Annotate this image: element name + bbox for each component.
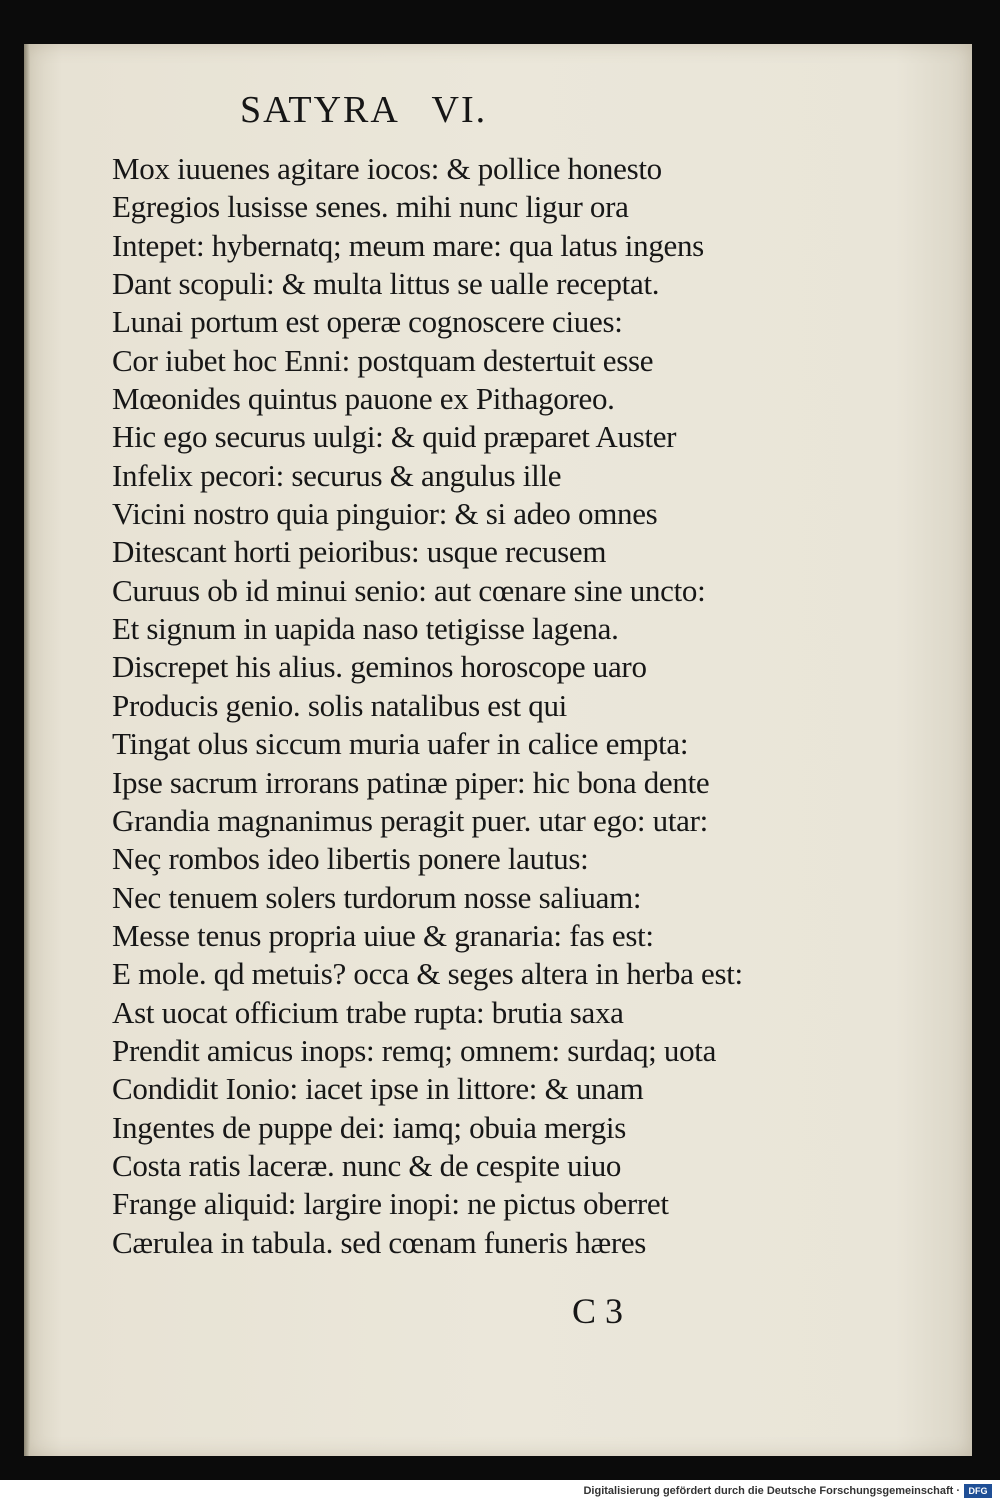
verse-line: Neç rombos ideo libertis ponere lautus: bbox=[112, 841, 589, 877]
verse-line: Ast uocat officium trabe rupta: brutia saxa bbox=[112, 994, 624, 1030]
verse-line: Prendit amicus inops: remq; omnem: surdaq; uota bbox=[112, 1032, 717, 1068]
running-head: SATYRA VI. bbox=[240, 89, 488, 131]
verse-line: Nec tenuem solers turdorum nosse saliuam: bbox=[112, 879, 642, 915]
verse-line: Cærulea in tabula. sed cœnam funeris hæres bbox=[112, 1224, 647, 1260]
verse-line: Dant scopuli: & multa littus se ualle receptat. bbox=[112, 266, 660, 302]
verse-line: Curuus ob id minui senio: aut cœnare sine uncto: bbox=[112, 572, 706, 608]
verse-line: Condidit Ionio: iacet ipse in littore: & unam bbox=[112, 1071, 644, 1107]
verse-line: Discrepet his alius. geminos horoscope uaro bbox=[112, 649, 647, 685]
verse-line: Egregios lusisse senes. mihi nunc ligur ora bbox=[112, 189, 629, 225]
verse-line: Grandia magnanimus peragit puer. utar ego: utar: bbox=[112, 802, 708, 838]
verse-line: Cor iubet hoc Enni: postquam destertuit esse bbox=[112, 342, 654, 378]
verse-line: Producis genio. solis natalibus est qui bbox=[112, 687, 567, 723]
verse-line: Messe tenus propria uiue & granaria: fas est: bbox=[112, 917, 654, 953]
verse-line: Mœonides quintus pauone ex Pithagoreo. bbox=[112, 381, 615, 417]
verse-line: Frange aliquid: largire inopi: ne pictus oberret bbox=[112, 1186, 669, 1222]
verse-line: Ingentes de puppe dei: iamq; obuia mergis bbox=[112, 1109, 627, 1145]
verse-line: Hic ego securus uulgi: & quid præparet Auster bbox=[112, 419, 677, 455]
verse-line: Tingat olus siccum muria uafer in calice empta: bbox=[112, 726, 689, 762]
verse-line: Costa ratis laceræ. nunc & de cespite uiuo bbox=[112, 1147, 622, 1183]
verse-line: E mole. qd metuis? occa & seges altera in herba est: bbox=[112, 956, 743, 992]
footer-bar bbox=[0, 1480, 1000, 1503]
verse-line: Infelix pecori: securus & angulus ille bbox=[112, 457, 562, 493]
dfg-logo-icon[interactable]: DFG bbox=[964, 1484, 992, 1498]
verse-line: Et signum in uapida naso tetigisse lagena. bbox=[112, 611, 619, 647]
verse-text-block bbox=[112, 150, 762, 1262]
verse-line: Intepet: hybernatq; meum mare: qua latus ingens bbox=[112, 227, 704, 263]
verse-line: Ditescant horti peioribus: usque recusem bbox=[112, 534, 607, 570]
funding-credit: Digitalisierung gefördert durch die Deutsche Forschungsgemeinschaft · bbox=[583, 1485, 960, 1497]
verse-line: Mox iuuenes agitare iocos: & pollice honesto bbox=[112, 151, 662, 186]
page-edge bbox=[24, 44, 30, 1456]
verse-line: Ipse sacrum irrorans patinæ piper: hic bona dente bbox=[112, 764, 710, 800]
verse-line: Vicini nostro quia pinguior: & si adeo omnes bbox=[112, 496, 658, 532]
verse-line: Lunai portum est operæ cognoscere ciues: bbox=[112, 304, 623, 340]
signature-mark: C 3 bbox=[572, 1291, 624, 1331]
